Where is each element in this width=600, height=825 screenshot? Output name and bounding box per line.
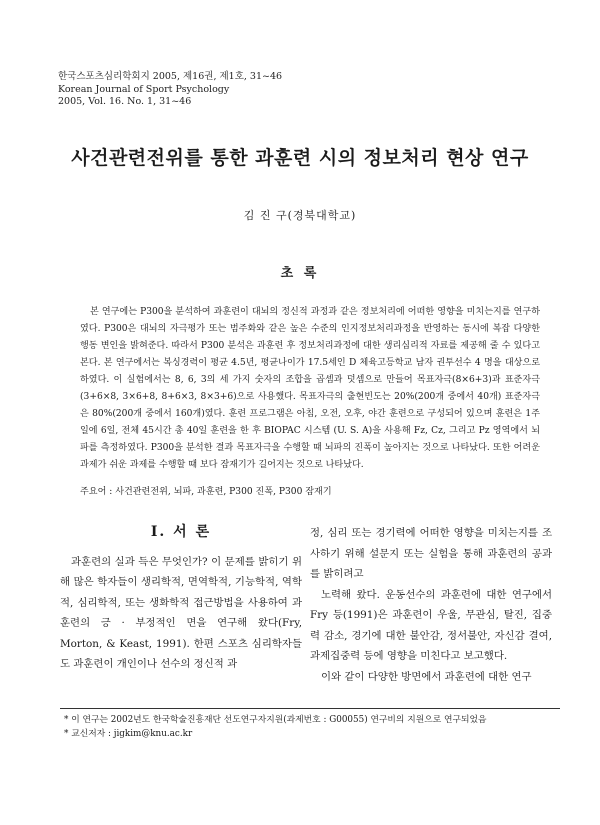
body-column-right	[310, 523, 552, 687]
journal-header	[58, 71, 282, 109]
author-line: 김 진 구(경북대학교)	[243, 209, 357, 222]
journal-name-english: Korean Journal of Sport Psychology	[58, 83, 230, 95]
abstract-heading: 초 록	[280, 266, 320, 281]
journal-citation-korean: 한국스포츠심리학회지 2005, 제16권, 제1호, 31~46	[58, 71, 283, 82]
footnotes	[64, 713, 487, 741]
footnote-corresponding-author: * 교신저자 : jigkim@knu.ac.kr	[64, 729, 193, 739]
body-column-left	[60, 522, 302, 675]
paragraph: 이와 같이 다양한 방면에서 과훈련에 대한 연구	[321, 670, 532, 683]
paragraph: 정, 심리 또는 경기력에 어떠한 영향을 미치는지를 조사하기 위해 설문지 또는 실험을 통해 과훈련의 공과를 밝히려고	[310, 527, 552, 580]
abstract-body: 본 연구에는 P300을 분석하여 과훈련이 대뇌의 정신적 과정과 같은 정보처리에 어떠한 영향을 미치는지를 연구하였다. P300은 대뇌의 자극평가 또는 범주화와 같은 높은 수준의 인지정보처리과정을 반영하는 동시에 복잡 다양한 행동 변인을 밝혀준다. 따라서 P300 분석은 과훈련 후 정보처리과정에 대한 생리심리적 자료를 제공해 줄 수 있다고 본다. 본 연구에서는 복싱경력이 평균 4.5년, 평균나이가 17.5세인 D 체육고등학교 남자 권투선수 4 명을 대상으로 하였다. 이 실험에서는 8, 6, 3의 세 가지 숫자의 조합을 곱셈과 덧셈으로 만들어 목표자극(8×6+3)과 표준자극(3+6×8, 3×6+8, 8+6×3, 8×3+6)으로 사용했다. 목표자극의 출현빈도는 20%(200개 중에서 40개) 표준자극은 80%(200개 중에서 160개)였다. 훈련 프로그램은 아침, 오전, 오후, 야간 훈련으로 구성되어 있으며 훈련은 1주일에 6일, 전체 45시간 총 40일 훈련을 한 후 BIOPAC 시스템 (U. S. A)을 사용해 Fz, Cz, 그리고 Pz 영역에서 뇌파를 측정하였다. P300을 분석한 결과 목표자극을 수행할 때 뇌파의 진폭이 높아지는 것으로 나타났다. 또한 어려운 과제가 쉬운 과제를 수행할 때 보다 잠재기가 길어지는 것으로 나타났다.	[80, 307, 540, 470]
keywords: 주요어 : 사건관련전위, 뇌파, 과훈련, P300 진폭, P300 잠재기	[80, 487, 332, 497]
journal-citation-english: 2005, Vol. 16. No. 1, 31~46	[58, 96, 192, 107]
section-heading-introduction: Ⅰ. 서 론	[150, 524, 212, 540]
footnote-divider	[60, 708, 560, 709]
paragraph: 과훈련의 실과 득은 무엇인가? 이 문제를 밝히기 위해 많은 학자들이 생리학적, 면역학적, 기능학적, 역학적, 심리학적, 또는 생화학적 접근방법을 사용하여 과훈련의 긍 · 부정적인 면을 연구해 왔다(Fry, Morton, & Keast, 1991). 한편 스포츠 심리학자들도 과훈련이 개인이나 선수의 정신적 과	[60, 555, 302, 670]
paper-title: 사건관련전위를 통한 과훈련 시의 정보처리 현상 연구	[71, 147, 529, 169]
paragraph: 노력해 왔다. 운동선수의 과훈련에 대한 연구에서 Fry 등(1991)은 과훈련이 우울, 무관심, 탈진, 집중력 감소, 경기에 대한 불안감, 정서불안, 자신감 결여, 과제집중력 등에 영향을 미친다고 보고했다.	[310, 588, 552, 662]
footnote-funding: * 이 연구는 2002년도 한국학술진흥재단 선도연구자지원(과제번호 : G00055) 연구비의 지원으로 연구되었음	[64, 715, 487, 725]
